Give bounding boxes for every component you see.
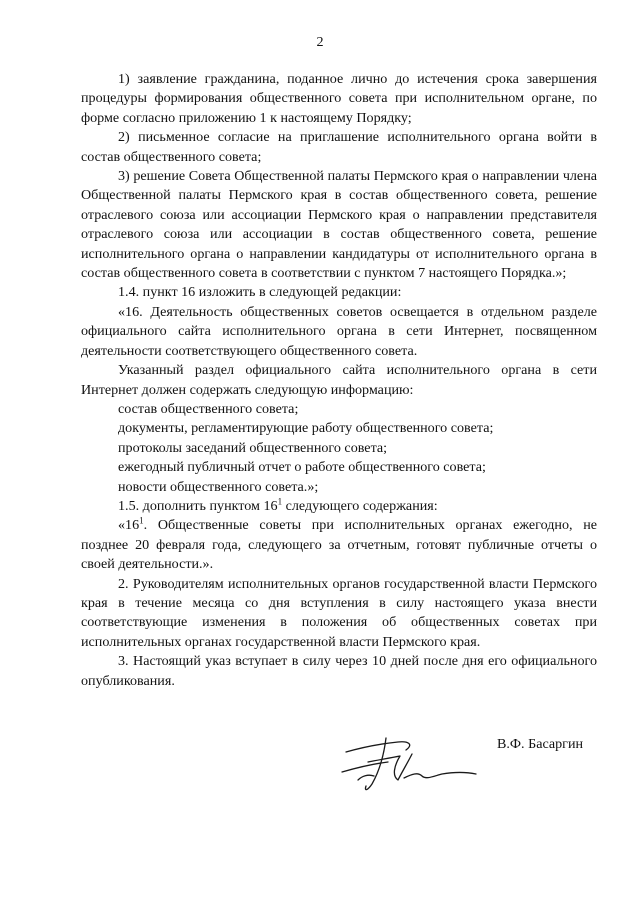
paragraph-item-3: 3. Настоящий указ вступает в силу через 10 дней после дня его официального опубликования. bbox=[81, 653, 597, 689]
paragraph-item-1-4: 1.4. пункт 16 изложить в следующей редакции: bbox=[118, 284, 402, 301]
list-item: протоколы заседаний общественного совета; bbox=[118, 439, 388, 456]
list-item: состав общественного совета; bbox=[118, 400, 299, 417]
text-fragment: . Общественные советы при исполнительных органах ежегодно, не позднее 20 февраля года, следующего за отчетным, готовят публичные отчеты о своей деятельности.». bbox=[81, 517, 597, 573]
document-body bbox=[81, 70, 597, 691]
superscript: 1 bbox=[277, 496, 283, 507]
signer-name: В.Ф. Басаргин bbox=[497, 736, 584, 752]
paragraph-item-2: 2. Руководителям исполнительных органов государственной власти Пермского края в течение месяца со дня вступления в силу настоящего указа внести соответствующие изменения в положения об общественных советах при исполнительных органах государственной власти Пермского края. bbox=[81, 575, 597, 650]
paragraph-item-16-1 bbox=[81, 516, 597, 574]
text-fragment: следующего содержания: bbox=[282, 497, 438, 514]
paragraph-decision: 3) решение Совета Общественной палаты Пермского края о направлении члена Общественной палаты Пермского края в состав общественного совета, решение отраслевого союза или ассоциации Пермского края о направлении представителя отраслевого союза или ассоциации в состав общественного совета, решение исполнительного органа о направлении кандидатуры от исполнительного органа в состав общественного совета в соответствии с пунктом 7 настоящего Порядка.»; bbox=[81, 168, 597, 282]
page-number: 2 bbox=[316, 34, 324, 50]
paragraph-item-16: «16. Деятельность общественных советов освещается в отдельном разделе официального сайта исполнительного органа в сети Интернет, посвященном деятельности соответствующего общественного совета. bbox=[81, 303, 597, 359]
list-item: документы, регламентирующие работу общественного совета; bbox=[118, 420, 494, 437]
text-fragment: «16 bbox=[118, 517, 140, 534]
paragraph-consent: 2) письменное согласие на приглашение исполнительного органа войти в состав общественного совета; bbox=[81, 129, 597, 165]
paragraph-section-content: Указанный раздел официального сайта исполнительного органа в сети Интернет должен содержать следующую информацию: bbox=[81, 362, 597, 398]
signature-graphic bbox=[338, 732, 478, 802]
text-fragment: 1.5. дополнить пунктом 16 bbox=[118, 497, 278, 514]
list-item: ежегодный публичный отчет о работе общественного совета; bbox=[118, 459, 486, 476]
paragraph-application: 1) заявление гражданина, поданное лично до истечения срока завершения процедуры формирования общественного совета при исполнительном органе, по форме согласно приложению 1 к настоящему Порядку; bbox=[81, 71, 597, 126]
superscript: 1 bbox=[139, 515, 144, 526]
list-item: новости общественного совета.»; bbox=[118, 478, 319, 495]
paragraph-item-1-5 bbox=[81, 497, 597, 516]
